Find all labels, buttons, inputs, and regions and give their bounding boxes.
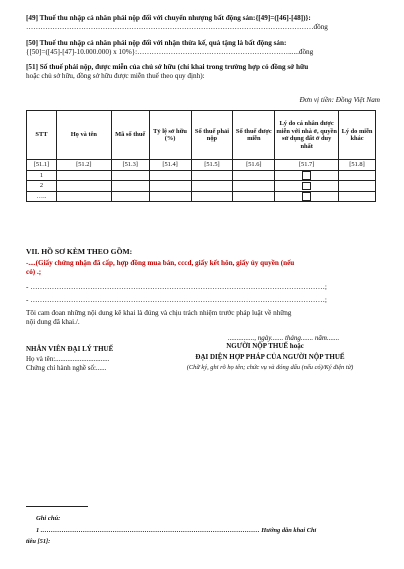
item-51: [51] Số thuế phải nộp, được miễn của chủ sở hữu (chỉ khai trong trường hợp có đồng sở hữu	[26, 63, 309, 71]
agent-name: Họ và tên:...............................	[26, 355, 110, 363]
header-exempt-reason-home: Lý do cá nhân được miễn với nhà ở, quyền sử dụng đất ở duy nhất	[275, 111, 339, 160]
row-number: …..	[27, 191, 57, 202]
header-name: Họ và tên	[56, 111, 111, 160]
table-code-row	[27, 160, 376, 171]
exempt-checkbox[interactable]	[302, 171, 311, 180]
code-cell: [51.1]	[27, 160, 57, 171]
footnote-label: Ghi chú:	[36, 515, 61, 522]
row-number: 2	[27, 181, 57, 192]
exempt-checkbox[interactable]	[302, 182, 311, 191]
code-cell: [51.6]	[233, 160, 275, 171]
tax-code-cell[interactable]	[111, 170, 149, 181]
agent-certificate: Chứng chỉ hành nghề số:......	[26, 364, 107, 372]
item-49: [49] Thuế thu nhập cá nhân phải nộp đối với chuyển nhượng bất động sản:{[49]=([46]-[48])}:	[26, 14, 311, 22]
footnote-line: 1 .………………………………………………………………………………………… Hướng dẫn khai Chỉ	[36, 527, 317, 534]
table-row	[27, 181, 376, 192]
row-number: 1	[27, 170, 57, 181]
ownership-cell[interactable]	[149, 170, 191, 181]
currency-note: Đơn vị tiền: Đồng Việt Nam	[299, 96, 380, 104]
exempt-checkbox-cell	[275, 181, 339, 192]
table-row	[27, 191, 376, 202]
code-cell: [51.8]	[339, 160, 376, 171]
code-cell: [51.5]	[191, 160, 233, 171]
tax-code-cell[interactable]	[111, 181, 149, 192]
table-header-row	[27, 111, 376, 160]
tax-code-cell[interactable]	[111, 191, 149, 202]
name-cell[interactable]	[56, 191, 111, 202]
attachments-note: -....(Giấy chứng nhận đã cấp, hợp đồng mua bán, cccd, giấy kết hôn, giấy ủy quyền (nếu	[26, 259, 295, 267]
other-reason-cell[interactable]	[339, 170, 376, 181]
taxpayer-representative-title: ĐẠI DIỆN HỢP PHÁP CỦA NGƯỜI NỘP THUẾ	[195, 353, 345, 361]
declaration-text-cont: nội dung đã khai./.	[26, 318, 80, 326]
header-tax-payable: Số thuế phải nộp	[191, 111, 233, 160]
signature-date: ..............., ngày....... tháng....... năm.......	[228, 334, 340, 342]
owner-tax-table	[26, 110, 376, 202]
tax-payable-cell[interactable]	[191, 181, 233, 192]
exempt-checkbox[interactable]	[302, 192, 311, 201]
taxpayer-title: NGƯỜI NỘP THUẾ hoặc	[226, 342, 304, 350]
name-cell[interactable]	[56, 181, 111, 192]
exempt-checkbox-cell	[275, 170, 339, 181]
header-tax-exempt: Số thuế được miễn	[233, 111, 275, 160]
item-50: [50] Thuế thu nhập cá nhân phải nộp đối với nhận thừa kế, quà tặng là bất động sản:	[26, 39, 287, 47]
exempt-checkbox-cell	[275, 191, 339, 202]
code-cell: [51.7]	[275, 160, 339, 171]
tax-exempt-cell[interactable]	[233, 191, 275, 202]
tax-exempt-cell[interactable]	[233, 170, 275, 181]
other-reason-cell[interactable]	[339, 191, 376, 202]
header-stt: STT	[27, 111, 57, 160]
footnote-line-cont: tiêu [51]:	[26, 538, 51, 545]
header-exempt-reason-other: Lý do miễn khác	[339, 111, 376, 160]
code-cell: [51.2]	[56, 160, 111, 171]
attachment-line-1[interactable]: - ……………………………………………………………………………………………………………;	[26, 283, 327, 291]
other-reason-cell[interactable]	[339, 181, 376, 192]
table-row	[27, 170, 376, 181]
name-cell[interactable]	[56, 170, 111, 181]
taxpayer-signature-note: (Chữ ký, ghi rõ họ tên; chức vụ và đóng dấu (nếu có)/Ký điện tử)	[186, 364, 354, 371]
tax-payable-cell[interactable]	[191, 170, 233, 181]
item-51-cont: hoặc chủ sở hữu, đồng sở hữu được miễn thuế theo quy định):	[26, 72, 205, 80]
header-ownership: Tỷ lệ sở hữu (%)	[149, 111, 191, 160]
attachment-line-2[interactable]: - ……………………………………………………………………………………………………………;	[26, 296, 327, 304]
agent-title: NHÂN VIÊN ĐẠI LÝ THUẾ	[26, 345, 114, 353]
item-49-dotted: …………………………………………………………………………………………………………đồng	[26, 23, 328, 31]
code-cell: [51.3]	[111, 160, 149, 171]
code-cell: [51.4]	[149, 160, 191, 171]
tax-exempt-cell[interactable]	[233, 181, 275, 192]
tax-payable-cell[interactable]	[191, 191, 233, 202]
attachments-heading: VII. HỒ SƠ KÈM THEO GỒM:	[26, 247, 133, 256]
header-tax-code: Mã số thuế	[111, 111, 149, 160]
ownership-cell[interactable]	[149, 181, 191, 192]
attachments-note-cont: có) .;	[26, 268, 42, 276]
declaration-text: Tôi cam đoan những nội dung kê khai là đúng và chịu trách nhiệm trước pháp luật về những	[26, 309, 292, 317]
ownership-cell[interactable]	[149, 191, 191, 202]
footnote-divider	[26, 506, 88, 507]
item-50-formula: {[50]=([45]-[47]-10.000.000) x 10%}:………………………………………………………......đồng	[26, 48, 314, 56]
